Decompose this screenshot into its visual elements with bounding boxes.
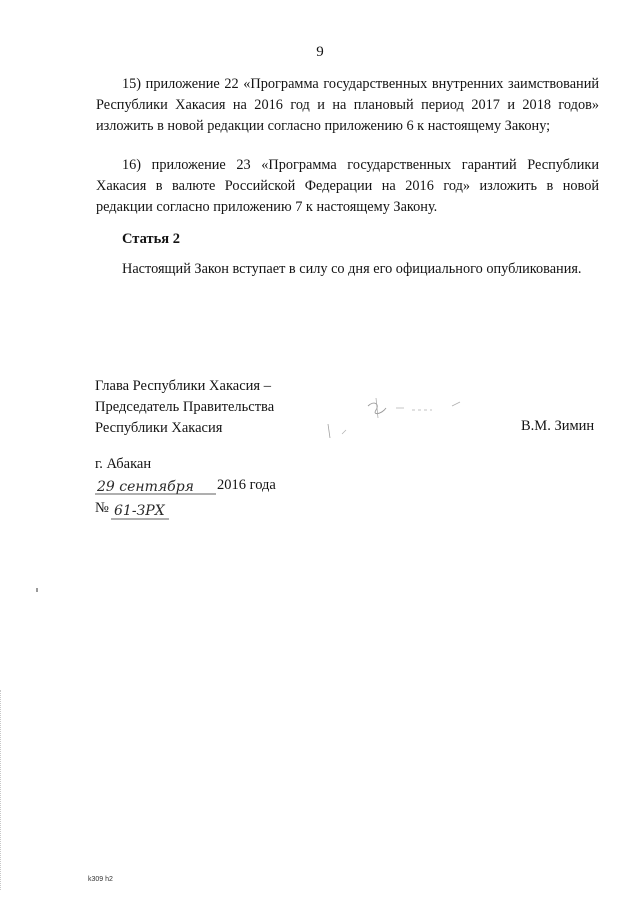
article-text: Настоящий Закон вступает в силу со дня его официального опубликования. xyxy=(122,261,582,277)
handwritten-signature xyxy=(320,394,480,444)
handwritten-law-number-text: 61-ЗРХ xyxy=(114,503,165,519)
page-number: 9 xyxy=(316,44,324,60)
signatory-name: В.М. Зимин xyxy=(521,418,595,434)
signatory-position-line: Глава Республики Хакасия – xyxy=(95,378,271,394)
signatory-position-line: Республики Хакасия xyxy=(95,420,223,436)
handwritten-date-text: 29 сентября xyxy=(97,479,194,495)
date-suffix: 2016 года xyxy=(217,477,276,493)
scan-artifact xyxy=(36,588,38,592)
scan-edge-artifact xyxy=(0,690,7,890)
law-number xyxy=(95,499,215,523)
place-of-signing: г. Абакан xyxy=(95,456,152,472)
number-sign: № xyxy=(95,500,109,516)
amendment-item-15: 15) приложение 22 «Программа государственных внутренних заимствований Республики Хакасия на 2016 год и на плановый период 2017 и 2018 годов» изложить в новой редакции согласно приложению 6 к настоящему Закону; xyxy=(96,76,599,134)
article-heading: Статья 2 xyxy=(122,231,180,247)
amendment-item-16: 16) приложение 23 «Программа государственных гарантий Республики Хакасия в валюте Российской Федерации на 2016 год» изложить в новой редакции согласно приложению 7 к настоящему Закону. xyxy=(96,157,599,215)
signatory-position xyxy=(95,376,274,439)
signing-date xyxy=(95,477,315,499)
handwritten-law-number xyxy=(111,499,171,523)
signatory-position-line: Председатель Правительства xyxy=(95,399,275,415)
handwritten-date xyxy=(95,475,219,499)
document-code: k309 h2 xyxy=(88,876,113,883)
